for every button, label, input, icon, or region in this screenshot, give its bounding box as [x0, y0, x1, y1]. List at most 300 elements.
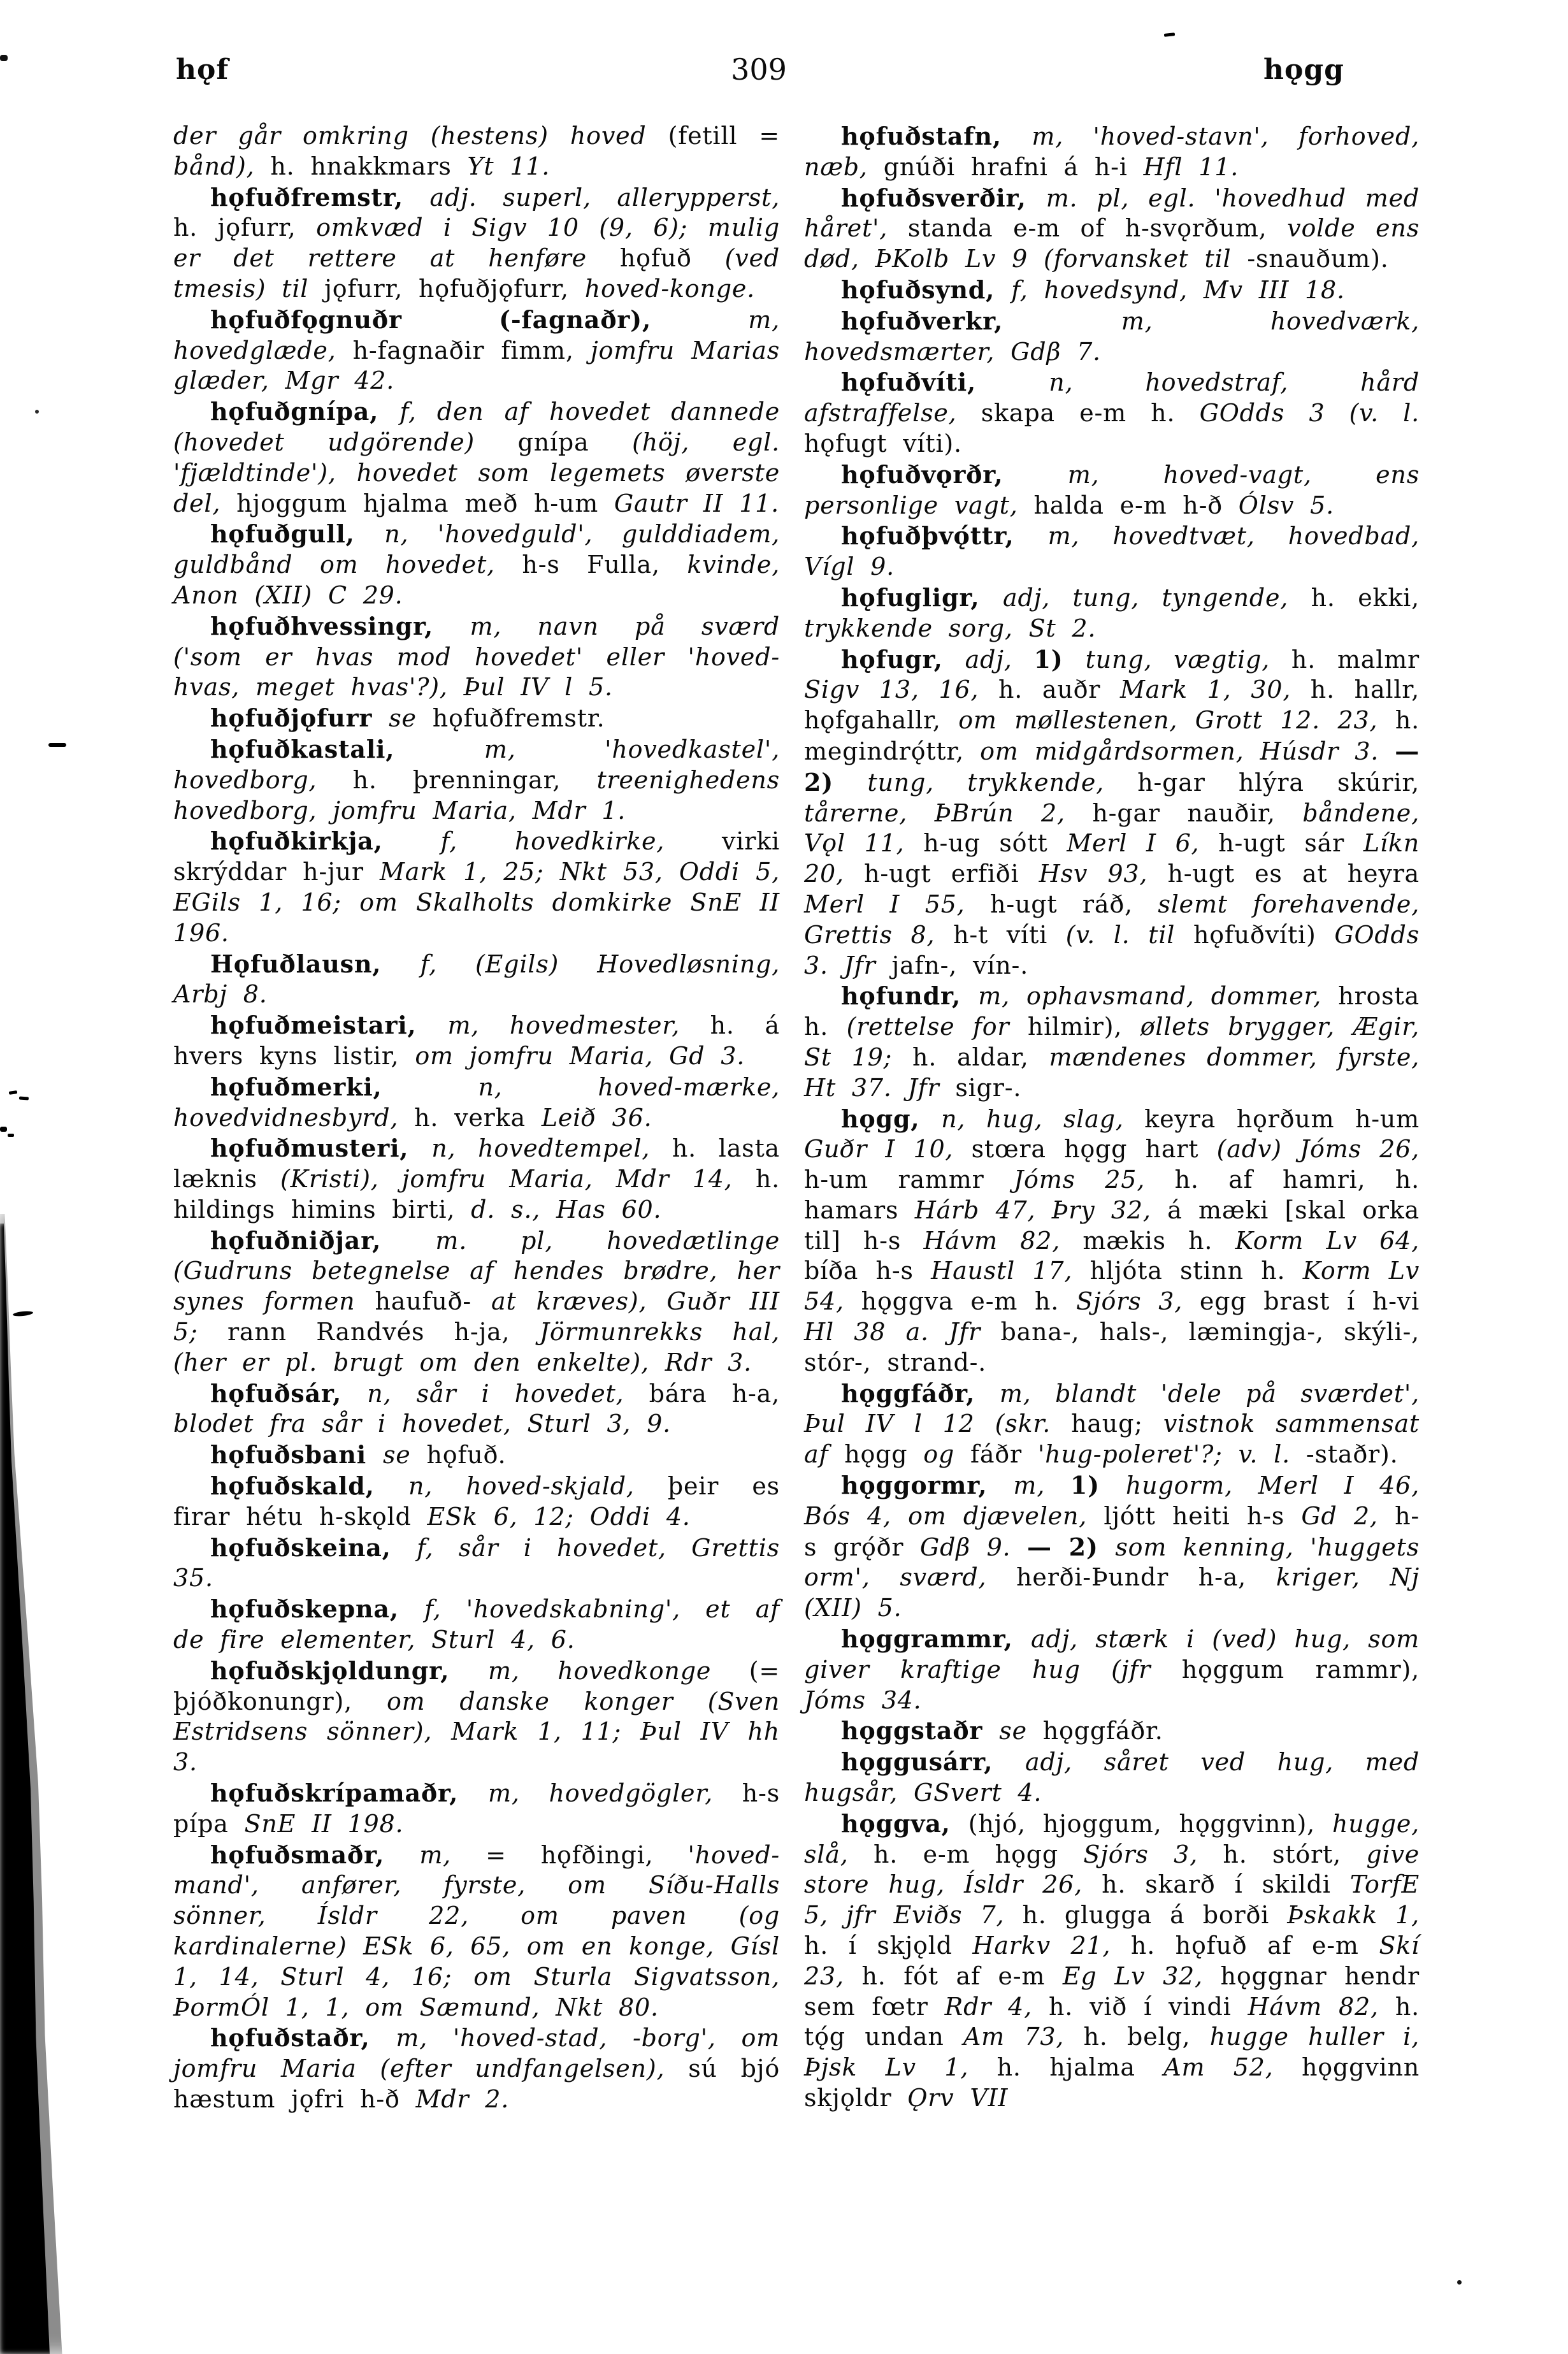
- text-run: fáðr: [970, 1440, 1038, 1469]
- text-run: stœra hǫgg hart: [971, 1135, 1217, 1164]
- text-run: Yt 11.: [467, 152, 550, 180]
- text-run: f, 'hovedskabning', et af de fire elementer, Sturl 4, 6.: [173, 1595, 780, 1654]
- text-run: h. e-m hǫgg: [874, 1840, 1084, 1868]
- text-run: adj,: [965, 645, 1034, 674]
- text-run: mækis h.: [1082, 1226, 1235, 1255]
- text-run: m, hovedtvæt, hovedbad, Vígl 9.: [804, 522, 1420, 581]
- text-run: m, hovedgögler,: [488, 1779, 742, 1808]
- text-run: (hjó, hjoggum, hǫggvinn),: [968, 1809, 1333, 1838]
- text-run: GOdds 3. Jfr: [804, 920, 1420, 979]
- text-run: h-ugt ráð,: [990, 890, 1158, 918]
- text-run: haug;: [1071, 1410, 1163, 1438]
- headword: hǫfuðsár,: [210, 1378, 368, 1408]
- text-run: m, hovedmester,: [447, 1011, 710, 1040]
- dictionary-entry: [804, 367, 1420, 459]
- column-right: [804, 121, 1420, 2114]
- text-run: TorfE 5, jfr Eviðs 7,: [804, 1870, 1420, 1930]
- text-run: Mark 1, 25; Nkt 53, Oddi 5, EGils 1, 16; om Skalholts domkirke SnE II 196.: [173, 858, 780, 947]
- text-run: m,: [1013, 1471, 1070, 1500]
- text-run: ESk 6, 12; Oddi 4.: [427, 1502, 691, 1531]
- text-run: hljóta stinn h.: [1090, 1257, 1303, 1285]
- text-run: adj, stærk i (ved) hug, som giver kraftige hug (jfr: [804, 1625, 1420, 1684]
- dictionary-entry: [173, 182, 780, 305]
- text-run: n, sår i hovedet,: [367, 1379, 649, 1408]
- text-run: h. þrenningar,: [352, 765, 597, 794]
- text-run: Jóms 25,: [1014, 1166, 1175, 1194]
- text-run: hǫfuð.: [426, 1441, 507, 1469]
- dictionary-entry: [804, 306, 1420, 368]
- dictionary-entry: [173, 1010, 780, 1072]
- text-run: Jörmunrekks hal, (her er pl. brugt om den enkelte), Rdr 3.: [173, 1318, 780, 1376]
- text-run: n, hoved-mærke, hovedvidnesbyrd,: [173, 1072, 780, 1132]
- header-keyword-left: hǫf: [176, 54, 229, 86]
- text-run: hǫggum rammr),: [1181, 1655, 1420, 1684]
- text-run: Gdβ 9.: [919, 1533, 1028, 1561]
- text-run: á mæki [skal orka til] h-s: [804, 1195, 1420, 1255]
- text-run: Korm Lv 54,: [804, 1257, 1420, 1316]
- text-run: (ved tmesis) til: [173, 244, 780, 303]
- text-run: hǫfugt víti).: [804, 429, 962, 458]
- headword: hǫfuðverkr,: [841, 306, 1121, 335]
- text-run: h. lasta læknis: [173, 1134, 780, 1194]
- dictionary-entry: [173, 1225, 780, 1378]
- text-run: h-gar hlýra skúrir,: [1137, 768, 1420, 797]
- headword: hǫfuðvíti,: [841, 368, 1049, 397]
- text-run: treenighedens hovedborg, jomfru Maria, Mdr 1.: [173, 765, 780, 825]
- text-run: f, (Egils) Hovedløsning, Arbj 8.: [173, 950, 780, 1009]
- text-run: (rettelse for: [846, 1013, 1028, 1041]
- text-run: blodet fra sår i hovedet, Sturl 3, 9.: [173, 1410, 672, 1438]
- text-run: (höj, egl. 'fjældtinde'), hovedet som legemets øverste del,: [173, 428, 780, 517]
- text-run: þeir es firar hétu h-skǫld: [173, 1472, 780, 1531]
- text-run: h. verka: [414, 1103, 542, 1132]
- text-run: h. ekki,: [1311, 583, 1420, 612]
- text-run: bana-, hals-, læmingja-, skýli-, stór-, strand-.: [804, 1318, 1420, 1376]
- text-run: om danske konger (Sven Estridsens sönner), Mark 1, 11; Þul IV hh 3.: [173, 1687, 780, 1777]
- scan-artifact: [19, 1096, 29, 1100]
- text-run: h-ugt erfiði: [864, 860, 1039, 888]
- text-run: m, hovedglæde,: [173, 305, 780, 365]
- text-run: f, den af hovedet dannede (hovedet udgörende): [173, 398, 780, 456]
- dictionary-entry: [804, 1104, 1420, 1378]
- text-run: Hávm 82,: [923, 1226, 1083, 1255]
- header-keyword-right: hǫgg: [1263, 54, 1344, 86]
- dictionary-entry: [173, 1133, 780, 1225]
- text-run: Harkv 21,: [972, 1932, 1131, 1960]
- headword: hǫfuðskrípamaðr,: [210, 1779, 489, 1808]
- text-run: kriger, Nj (XII) 5.: [804, 1563, 1420, 1622]
- text-run: Hávm 82,: [1248, 1992, 1395, 2021]
- dictionary-entry: [173, 703, 780, 734]
- dictionary-entry: [173, 1594, 780, 1656]
- text-run: h-ugt sár: [1218, 829, 1363, 858]
- dictionary-entry: [173, 1378, 780, 1440]
- headword: hǫfugr,: [841, 644, 965, 674]
- text-run: m. pl, hovedætlinge (Gudruns betegnelse af hendes brødre, her synes formen: [173, 1226, 780, 1316]
- dictionary-entry: [804, 981, 1420, 1103]
- text-run: hǫggvinn skjǫldr: [804, 2053, 1420, 2112]
- headword: hǫfuðsverðir,: [841, 183, 1046, 212]
- text-run: Líkn 20,: [804, 829, 1420, 888]
- text-run: h. malmr: [1291, 645, 1420, 674]
- text-run: Hárb 47, Þry 32,: [914, 1195, 1168, 1224]
- text-run: n, hug, slag,: [941, 1104, 1145, 1133]
- text-run: hǫfuðvíti): [1193, 920, 1335, 949]
- headword: hǫfuðhvessingr,: [210, 611, 470, 640]
- text-run: h. skarð í skildi: [1102, 1870, 1350, 1899]
- text-run: h. af hamri, h. hamars: [804, 1166, 1420, 1224]
- headword: hǫfuðskeina,: [210, 1533, 417, 1562]
- headword: hǫfuðskjǫldungr,: [210, 1656, 488, 1685]
- dictionary-entry: [173, 1533, 780, 1594]
- text-run: h. glugga á borði: [1022, 1901, 1288, 1930]
- scan-artifact: [8, 1134, 14, 1137]
- text-run: hǫggnar hendr sem fœtr: [804, 1961, 1420, 2021]
- text-run: ljótt heiti h-s: [1104, 1501, 1302, 1530]
- dictionary-entry: [804, 121, 1420, 183]
- text-run: at kræves), Guðr III 5;: [173, 1287, 780, 1347]
- text-run: Am 52,: [1163, 2053, 1302, 2082]
- text-run: m. pl, egl. 'hovedhud med håret',: [804, 184, 1420, 243]
- text-run: Sjórs 3,: [1083, 1840, 1223, 1868]
- text-run: adj, såret ved hug, med hugsår, GSvert 4.: [804, 1748, 1420, 1807]
- text-run: m, hovedværk, hovedsmærter, Gdβ 7.: [804, 307, 1420, 366]
- headword: hǫfugligr,: [841, 582, 1003, 612]
- text-run: 'hoved-mand', anfører, fyrste, om Síðu-Halls sönner, Ísldr 22, om paven (og kardinalerne) ESk 6, 65, om en konge, Gísl 1, 14, Sturl 4, 16; om Sturla Sigvatsson, ÞormÓl 1, 1, om Sæmund, Nkt 80.: [173, 1840, 780, 2021]
- headword: hǫfuðstaðr,: [210, 2023, 396, 2053]
- headword: hǫggormr,: [841, 1471, 1014, 1500]
- text-run: tung, trykkende,: [867, 768, 1138, 797]
- headword: hǫfuðmusteri,: [210, 1134, 432, 1163]
- text-run: (adv) Jóms 26,: [1216, 1135, 1420, 1164]
- text-run: om jomfru Maria, Gd 3.: [415, 1041, 745, 1070]
- dictionary-entry: [173, 1778, 780, 1840]
- text-run: (= þjóðkonungr),: [173, 1656, 780, 1715]
- headword: hǫggfáðr,: [841, 1378, 1000, 1408]
- dictionary-entry: [804, 521, 1420, 582]
- text-run: h. við í vindi: [1049, 1992, 1248, 2021]
- dictionary-entry: [173, 734, 780, 826]
- text-run: h-gar nauðir,: [1092, 798, 1303, 827]
- headword: hǫfuðfǫgnuðr (-fagnaðr),: [210, 305, 749, 334]
- text-run: hǫfuðfremstr.: [432, 704, 605, 733]
- text-run: hǫgg: [844, 1440, 924, 1469]
- dictionary-entry: [804, 582, 1420, 644]
- text-run: m,: [419, 1840, 486, 1869]
- text-run: Merl I 6,: [1067, 829, 1219, 858]
- dictionary-entry: [173, 1471, 780, 1533]
- text-run: hilmir),: [1027, 1013, 1140, 1041]
- headword: hǫfuðjǫfurr: [210, 704, 389, 733]
- text-run: tung, vægtig,: [1085, 645, 1291, 674]
- text-run: m, 'hovedkastel', hovedborg,: [173, 735, 780, 794]
- text-run: hugge huller i, Þjsk Lv 1,: [804, 2023, 1420, 2082]
- text-run: hugge, slå,: [804, 1809, 1420, 1868]
- text-run: sigr-.: [955, 1073, 1022, 1102]
- scan-artifact: [0, 1127, 7, 1132]
- headword: hǫfuðmerki,: [210, 1072, 478, 1101]
- text-run: d. s., Has 60.: [471, 1195, 662, 1224]
- text-run: se: [999, 1717, 1043, 1745]
- text-run: jǫfurr, hǫfuðjǫfurr,: [324, 274, 585, 303]
- text-run: give store hug, Ísldr 26,: [804, 1840, 1420, 1899]
- dictionary-entry: [804, 1747, 1420, 1809]
- text-run: kvinde, Anon (XII) C 29.: [173, 551, 780, 609]
- text-run: m, 'hoved-stavn', forhoved, næb,: [804, 122, 1420, 181]
- text-run: som kenning, 'huggets orm', sværd,: [804, 1533, 1420, 1592]
- headword: hǫfuðvǫrðr,: [841, 459, 1068, 489]
- text-run: n, 'hovedguld', gulddiadem, guldbånd om hovedet,: [173, 520, 780, 579]
- text-run: m, 'hoved-stad, -borg', om jomfru Maria (efter undfangelsen),: [173, 2024, 780, 2083]
- text-run: om midgårdsormen, Húsdr 3.: [980, 737, 1395, 765]
- dictionary-entry: [804, 644, 1420, 981]
- text-run: h-s pípa: [173, 1779, 780, 1838]
- text-run: hǫggva e-m h.: [861, 1287, 1077, 1316]
- text-run: f, sår i hovedet, Grettis 35.: [173, 1533, 780, 1592]
- text-run: (v. l. til: [1065, 920, 1193, 949]
- text-run: h. tǫ́g undan: [804, 1992, 1420, 2051]
- text-run: (fetill =: [668, 122, 780, 150]
- text-run: og: [923, 1440, 970, 1469]
- text-run: n, hoved-skjald,: [408, 1472, 668, 1501]
- headword: hǫfuðniðjar,: [210, 1225, 436, 1255]
- text-run: Gd 2,: [1301, 1501, 1395, 1530]
- dictionary-entry: [804, 459, 1420, 521]
- text-run: Skí 23,: [804, 1932, 1420, 1990]
- text-run: Merl I 55,: [804, 890, 991, 918]
- text-run: h. auðr: [998, 675, 1120, 704]
- dictionary-entry: [173, 305, 780, 396]
- text-run: hrosta h.: [804, 982, 1420, 1041]
- text-run: h. á hvers kyns listir,: [173, 1011, 780, 1070]
- text-run: der går omkring (hestens) hoved: [173, 122, 668, 150]
- text-run: hugorm, Merl I 46, Bós 4, om djævelen,: [804, 1471, 1420, 1530]
- text-run: bíða h-s: [804, 1257, 931, 1285]
- text-run: halda e-m h-ð: [1033, 491, 1239, 519]
- headword: hǫggrammr,: [841, 1624, 1032, 1654]
- headword: hǫfuðkastali,: [210, 734, 484, 763]
- text-run: jomfru Marias glæder, Mgr 42.: [173, 336, 780, 395]
- text-run: rann Randvés h-ja,: [227, 1318, 540, 1347]
- text-run: GOdds 3 (v. l.: [1199, 399, 1420, 428]
- text-run: h-fagnaðir fimm,: [352, 336, 591, 365]
- text-run: = hǫfðingi,: [486, 1840, 688, 1869]
- headword: hǫfuðþvǫ́ttr,: [841, 521, 1048, 551]
- text-run: m, navn på sværd ('som er hvas mod hovedet' eller 'hoved-hvas, meget hvas'?), Þul IV l 5.: [173, 612, 780, 702]
- text-run: bára h-a,: [649, 1379, 780, 1408]
- text-run: h. hnakkmars: [270, 152, 468, 180]
- text-run: Ǫrv VII: [907, 2084, 1009, 2112]
- text-run: m, blandt 'dele på sværdet', Þul IV l 12 (skr.: [804, 1379, 1420, 1438]
- text-run: bånd),: [173, 152, 271, 180]
- scan-artifact: [0, 55, 8, 61]
- text-run: virki skrýddar h-jur: [173, 827, 780, 886]
- dictionary-entry: [173, 1656, 780, 1778]
- scan-artifact: [1164, 32, 1175, 37]
- text-run: båndene, Vǫl 11,: [804, 798, 1420, 858]
- text-run: h-t víti: [953, 920, 1066, 949]
- headword: hǫggva,: [841, 1809, 968, 1838]
- text-run: hoved-konge.: [584, 274, 756, 303]
- text-run: keyra hǫrðum h-um: [1144, 1104, 1420, 1133]
- text-run: gnípa: [517, 428, 633, 456]
- text-run: adj. superl, allerypperst,: [429, 183, 780, 212]
- text-run: Ólsv 5.: [1238, 491, 1334, 519]
- text-run: slemt forehavende, Grettis 8,: [804, 890, 1420, 949]
- scan-artifact: [1457, 2280, 1462, 2285]
- text-run: tårerne, ÞBrún 2,: [804, 798, 1093, 827]
- text-run: Am 73,: [963, 2023, 1084, 2051]
- text-run: n, hovedstraf, hård afstraffelse,: [804, 368, 1420, 428]
- scan-artifact: [35, 410, 39, 414]
- text-run: haufuð-: [375, 1287, 492, 1316]
- dictionary-entry: [173, 1440, 780, 1471]
- dictionary-entry: [173, 396, 780, 519]
- headword: hǫfundr,: [841, 981, 979, 1011]
- text-run: — 2): [804, 736, 1420, 797]
- text-run: Þskakk 1,: [1287, 1901, 1420, 1930]
- text-run: h-ugt es at heyra: [1167, 860, 1420, 888]
- dictionary-entry: [804, 183, 1420, 275]
- text-run: SnE II 198.: [244, 1809, 404, 1838]
- text-run: jafn-, vín-.: [891, 951, 1029, 979]
- text-run: h-s Fulla,: [522, 551, 687, 579]
- headword: hǫfuðskald,: [210, 1471, 408, 1501]
- text-run: egg brast í h-vi: [1199, 1287, 1420, 1316]
- text-run: se: [382, 1441, 427, 1469]
- text-run: 1): [1070, 1471, 1126, 1500]
- text-run: Jóms 34.: [804, 1686, 922, 1714]
- text-run: om møllestenen, Grott 12. 23,: [958, 706, 1395, 735]
- text-run: volde ens død, ÞKolb Lv 9 (forvansket til: [804, 214, 1420, 273]
- headword: hǫggstaðr: [841, 1716, 1000, 1745]
- text-run: hǫggfáðr.: [1042, 1717, 1163, 1745]
- scan-artifact: [48, 743, 66, 747]
- text-run: 'hug-poleret'?; v. l.: [1037, 1440, 1306, 1469]
- scan-artifact: [9, 1090, 18, 1095]
- text-run: gnúði hrafni á h-i: [883, 152, 1144, 181]
- text-run: n, hovedtempel,: [431, 1134, 672, 1163]
- text-run: h-um rammr: [804, 1166, 1014, 1194]
- headword: hǫfuðkirkja,: [210, 827, 441, 856]
- text-run: Gautr II 11.: [614, 489, 780, 517]
- page-number: 309: [731, 52, 787, 87]
- text-run: h. aldar,: [912, 1043, 1049, 1071]
- text-run: skapa e-m h.: [981, 399, 1200, 428]
- text-run: Leið 36.: [541, 1103, 652, 1132]
- headword: hǫfuðsbani: [210, 1440, 383, 1469]
- text-run: h. hǫfuð af e-m: [1130, 1932, 1379, 1960]
- text-run: Mark 1, 30,: [1119, 675, 1311, 704]
- continuation-paragraph: [173, 121, 780, 182]
- text-run: omkvæd i Sigv 10 (9, 6); mulig er det rettere at henføre: [173, 213, 780, 273]
- dictionary-entry: [804, 1715, 1420, 1747]
- text-run: sú bjó hæstum jǫfri h-ð: [173, 2054, 780, 2113]
- text-run: h. stórt,: [1223, 1840, 1367, 1868]
- headword: hǫfuðsynd,: [841, 275, 1012, 304]
- text-run: h. hjalma: [996, 2053, 1164, 2082]
- text-run: -snauðum).: [1247, 245, 1389, 273]
- text-run: h. hallr, hǫfgahallr,: [804, 675, 1420, 735]
- dictionary-entry: [804, 1624, 1420, 1715]
- text-run: Eg Lv 32,: [1062, 1961, 1221, 1990]
- headword: hǫggusárr,: [841, 1747, 1026, 1777]
- text-run: h. í skjǫld: [804, 1932, 973, 1960]
- text-run: f, hovedsynd, Mv III 18.: [1011, 275, 1345, 304]
- text-run: m, hoved-vagt, ens personlige vagt,: [804, 460, 1420, 519]
- text-run: Hl 38 a. Jfr: [804, 1318, 1001, 1347]
- headword: hǫfuðmeistari,: [210, 1011, 448, 1040]
- dictionary-entry: [173, 1072, 780, 1134]
- text-run: -staðr).: [1305, 1440, 1399, 1469]
- text-run: h-s grǫ́ðr: [804, 1501, 1420, 1561]
- text-run: Sigv 13, 16,: [804, 675, 999, 704]
- dictionary-entry: [804, 1470, 1420, 1624]
- dictionary-entry: [173, 1840, 780, 2023]
- text-run: — 2): [1027, 1532, 1116, 1561]
- text-run: herði-Þundr h-a,: [1016, 1563, 1276, 1592]
- text-run: Rdr 4,: [944, 1992, 1049, 2021]
- text-run: Guðr I 10,: [804, 1135, 972, 1164]
- text-run: 1): [1033, 644, 1086, 674]
- dictionary-entry: [173, 2023, 780, 2114]
- text-run: øllets brygger, Ægir, St 19;: [804, 1013, 1420, 1071]
- text-run: h. jǫfurr,: [173, 213, 317, 242]
- text-run: h. hildings himins birti,: [173, 1165, 780, 1224]
- text-run: h-ug sótt: [923, 829, 1067, 858]
- dictionary-entry: [804, 1809, 1420, 2114]
- text-run: standa e-m of h-svǫrðum,: [907, 214, 1288, 243]
- text-run: Korm Lv 64,: [1235, 1226, 1420, 1255]
- text-run: h. fót af e-m: [861, 1961, 1063, 1990]
- dictionary-entry: [173, 826, 780, 948]
- headword: hǫfuðskepna,: [210, 1594, 425, 1624]
- text-run: Mdr 2.: [415, 2085, 510, 2113]
- dictionary-entry: [804, 1378, 1420, 1470]
- text-run: Haustl 17,: [931, 1257, 1090, 1285]
- text-run: adj, tung, tyngende,: [1003, 583, 1311, 612]
- text-run: Sjórs 3,: [1076, 1287, 1200, 1316]
- text-run: h. belg,: [1083, 2023, 1210, 2051]
- headword: hǫfuðgull,: [210, 519, 385, 549]
- text-run: mændenes dommer, fyrste, Ht 37. Jfr: [804, 1043, 1420, 1102]
- column-left: [173, 121, 780, 2115]
- headword: hǫfuðstafn,: [841, 122, 1032, 150]
- headword: hǫfuðfremstr,: [210, 182, 430, 212]
- text-run: f, hovedkirke,: [440, 827, 723, 856]
- headword: hǫfuðsmaðr,: [210, 1840, 420, 1869]
- text-run: (Kristi), jomfru Maria, Mdr 14,: [280, 1165, 756, 1194]
- dictionary-entry: [804, 275, 1420, 306]
- headword: hǫfuðgnípa,: [210, 397, 400, 426]
- headword: hǫgg,: [841, 1104, 942, 1133]
- text-run: trykkende sorg, St 2.: [804, 614, 1097, 642]
- headword: Hǫfuðlausn,: [210, 949, 421, 978]
- dictionary-entry: [173, 949, 780, 1011]
- text-run: hǫfuð: [619, 244, 725, 273]
- text-run: Hsv 93,: [1039, 860, 1168, 888]
- text-run: vistnok sammensat af: [804, 1410, 1420, 1469]
- text-run: Hfl 11.: [1143, 152, 1239, 181]
- scan-artifact: [13, 1310, 34, 1317]
- dictionary-entry: [173, 519, 780, 610]
- text-run: m, hovedkonge: [487, 1656, 749, 1685]
- text-run: h. megindrǫ́ttr,: [804, 706, 1420, 765]
- dictionary-entry: [173, 611, 780, 703]
- text-run: m, ophavsmand, dommer,: [978, 982, 1339, 1011]
- text-run: se: [389, 704, 433, 733]
- text-run: hjoggum hjalma með h-um: [236, 489, 614, 517]
